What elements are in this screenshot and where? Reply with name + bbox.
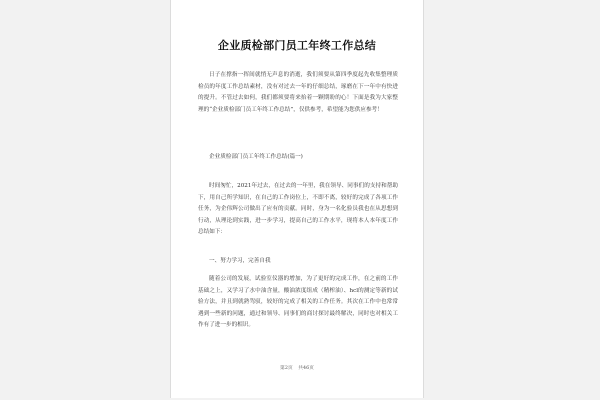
page-number: 第2页 — [280, 366, 293, 371]
section-heading-1: 一、努力学习，完善自我 — [209, 258, 271, 264]
document-title: 企业质检部门员工年终工作总结 — [217, 39, 377, 52]
section-subtitle: 企业质检部门员工年终工作总结(篇一) — [209, 154, 303, 160]
page-footer — [171, 364, 423, 371]
body-paragraph-1: 时间匆忙，2021年过去，在过去的一年里，我在领导、同事们的支持和帮助下，用自己所学知识，在自己的工作岗位上，不即不离，较好的完成了各项工作任务，为企伟辉公司做出了应有的贡献。同时，身为一名化验员我也在从思想到行动，从理论到实践，进一步学习，提高自己的工作水平，现将本人本年度工作总结如下： — [198, 183, 398, 236]
page-total: 共46页 — [298, 366, 314, 371]
document-page — [170, 0, 424, 398]
body-paragraph-2: 随着公司的发展，试验室仪器的增加，为了更好的完成工作，在之前的工作基础之上，又学习了水中油含量，酸油浓度组成（精榨油）、hcl的测定等新的试验方法，并且到就熟驾驭，较好的完成了相关的工作任务。其次在工作中也常常遇到一些新的问题，通过和领导、同事们的商讨探讨最终解决，同时也对相关工作有了进一步的相识。 — [198, 276, 398, 329]
intro-paragraph: 日子在撑指一挥间就悄无声息的消逝，我们须要从第四季度起先收集整理质检员的年度工作总结素材，没有对过去一年的仔细总结，琢磨在下一年中有快进的提升。不管过去如何，我们都须要将来抬着一颗期盼的心！下面是我为大家整理的“企业质检部门员工年终工作总结”，仅供参考，希望能为您供应参考！ — [198, 72, 398, 113]
